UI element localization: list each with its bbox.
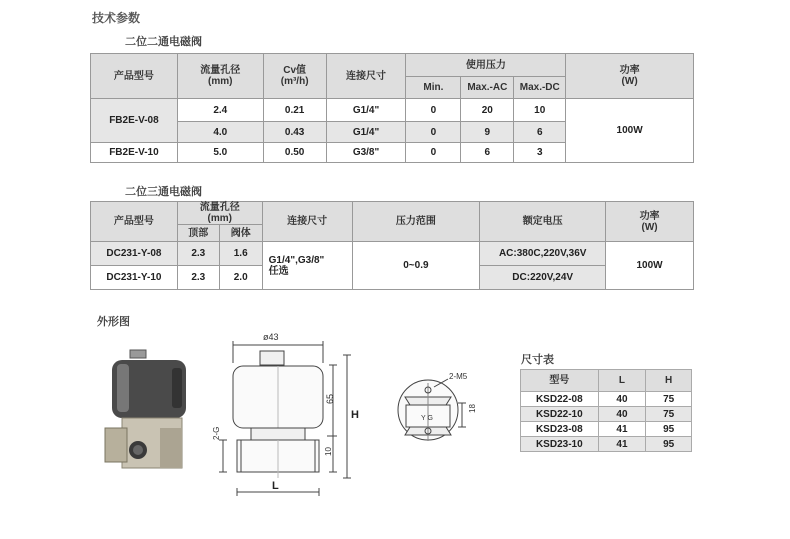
three-way-valve-table bbox=[90, 201, 694, 290]
cell-orifice: 5.0 bbox=[177, 143, 263, 163]
bottom-view-drawing bbox=[380, 365, 480, 460]
outline-title: 外形图 bbox=[97, 315, 130, 328]
cell-cv: 0.50 bbox=[263, 143, 326, 163]
cell-max-ac: 20 bbox=[461, 99, 514, 122]
cell-voltage-dc: DC:220V,24V bbox=[480, 266, 606, 290]
table-row bbox=[91, 242, 694, 266]
table1-caption: 二位二通电磁阀 bbox=[125, 35, 202, 48]
header-h: H bbox=[646, 370, 692, 392]
cell-model: KSD22-10 bbox=[521, 407, 599, 422]
header-voltage: 额定电压 bbox=[480, 202, 606, 242]
header-cv: Cv值 (m³/h) bbox=[263, 54, 326, 99]
port-mark: Y G bbox=[421, 415, 433, 422]
front-outline-drawing bbox=[205, 328, 370, 503]
cell-connection: G1/4" bbox=[326, 122, 406, 143]
dim-65: 65 bbox=[325, 393, 335, 404]
cell-cv: 0.43 bbox=[263, 122, 326, 143]
cell-min: 0 bbox=[406, 99, 461, 122]
dim-port: 2-G bbox=[212, 426, 221, 440]
header-orifice: 流量孔径 (mm) bbox=[177, 202, 262, 225]
cell-l: 40 bbox=[598, 407, 646, 422]
cell-pressure-range: 0~0.9 bbox=[352, 242, 480, 290]
header-body: 阀体 bbox=[219, 225, 262, 242]
cell-model: KSD23-08 bbox=[521, 422, 599, 437]
cell-h: 75 bbox=[646, 407, 692, 422]
cell-model: KSD22-08 bbox=[521, 392, 599, 407]
table-row bbox=[91, 99, 694, 122]
table-row bbox=[521, 407, 692, 422]
dim-10: 10 bbox=[324, 447, 333, 456]
cell-model: DC231-Y-08 bbox=[91, 242, 178, 266]
header-min: Min. bbox=[406, 77, 461, 99]
cell-connection: G3/8" bbox=[326, 143, 406, 163]
cell-orifice: 2.4 bbox=[177, 99, 263, 122]
dim-18: 18 bbox=[468, 404, 477, 413]
size-table-title: 尺寸表 bbox=[521, 353, 554, 366]
cell-connection: G1/4",G3/8" 任选 bbox=[262, 242, 352, 290]
header-pressure: 使用压力 bbox=[406, 54, 566, 77]
cell-orifice: 4.0 bbox=[177, 122, 263, 143]
cell-h: 95 bbox=[646, 422, 692, 437]
header-top: 顶部 bbox=[177, 225, 219, 242]
cell-body: 2.0 bbox=[219, 266, 262, 290]
cell-l: 41 bbox=[598, 437, 646, 452]
header-max-dc: Max.-DC bbox=[514, 77, 566, 99]
table-row bbox=[521, 437, 692, 452]
cell-top: 2.3 bbox=[177, 242, 219, 266]
cell-voltage-ac: AC:380C,220V,36V bbox=[480, 242, 606, 266]
cell-top: 2.3 bbox=[177, 266, 219, 290]
cell-model: KSD23-10 bbox=[521, 437, 599, 452]
table2-caption: 二位三通电磁阀 bbox=[125, 185, 202, 198]
cell-max-dc: 6 bbox=[514, 122, 566, 143]
header-l: L bbox=[598, 370, 646, 392]
dim-h: H bbox=[351, 409, 359, 421]
valve-photo bbox=[100, 348, 200, 483]
cell-min: 0 bbox=[406, 143, 461, 163]
dim-diameter: ø43 bbox=[263, 332, 279, 342]
header-power: 功率 (W) bbox=[566, 54, 694, 99]
cell-max-dc: 10 bbox=[514, 99, 566, 122]
cell-power: 100W bbox=[606, 242, 694, 290]
cell-l: 40 bbox=[598, 392, 646, 407]
cell-l: 41 bbox=[598, 422, 646, 437]
dim-l: L bbox=[272, 480, 279, 492]
cell-model: FB2E-V-10 bbox=[91, 143, 178, 163]
cell-model: DC231-Y-10 bbox=[91, 266, 178, 290]
cell-cv: 0.21 bbox=[263, 99, 326, 122]
header-pressure-range: 压力范围 bbox=[352, 202, 480, 242]
two-way-valve-table bbox=[90, 53, 694, 163]
header-model: 型号 bbox=[521, 370, 599, 392]
cell-h: 75 bbox=[646, 392, 692, 407]
header-model: 产品型号 bbox=[91, 202, 178, 242]
header-model: 产品型号 bbox=[91, 54, 178, 99]
header-power: 功率 (W) bbox=[606, 202, 694, 242]
cell-max-dc: 3 bbox=[514, 143, 566, 163]
header-connection: 连接尺寸 bbox=[262, 202, 352, 242]
header-orifice: 流量孔径 (mm) bbox=[177, 54, 263, 99]
dim-screws: 2-M5 bbox=[449, 372, 468, 381]
cell-max-ac: 9 bbox=[461, 122, 514, 143]
section-title: 技术参数 bbox=[92, 11, 141, 25]
table-row bbox=[521, 392, 692, 407]
cell-max-ac: 6 bbox=[461, 143, 514, 163]
cell-min: 0 bbox=[406, 122, 461, 143]
header-connection: 连接尺寸 bbox=[326, 54, 406, 99]
cell-h: 95 bbox=[646, 437, 692, 452]
size-table bbox=[520, 369, 692, 452]
cell-connection: G1/4" bbox=[326, 99, 406, 122]
cell-model: FB2E-V-08 bbox=[91, 99, 178, 143]
header-max-ac: Max.-AC bbox=[461, 77, 514, 99]
cell-power: 100W bbox=[566, 99, 694, 163]
table-row bbox=[521, 422, 692, 437]
cell-body: 1.6 bbox=[219, 242, 262, 266]
